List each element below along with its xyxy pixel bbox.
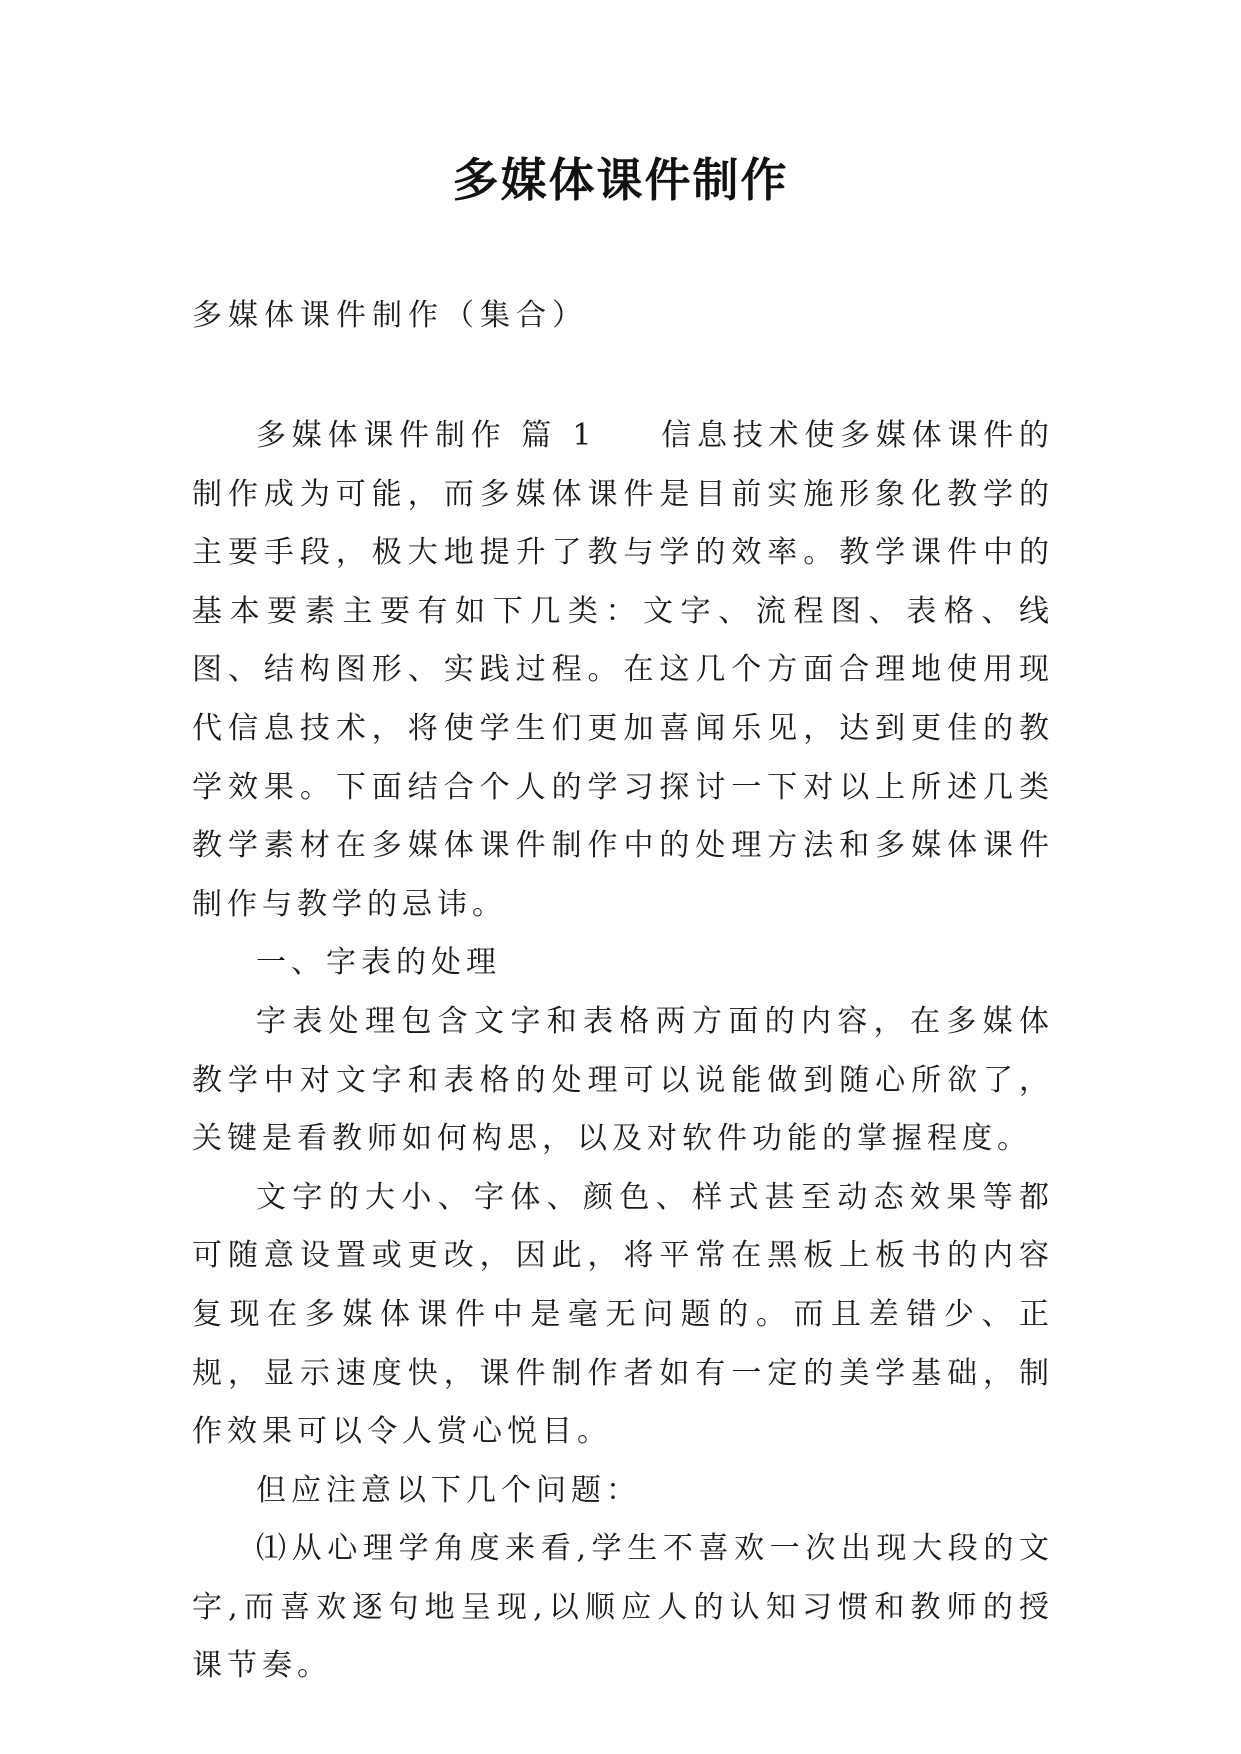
- paragraph: ⑴从心理学角度来看,学生不喜欢一次出现大段的文字,而喜欢逐句地呈现,以顺应人的认知习惯和教师的授课节奏。: [192, 1531, 1054, 1684]
- paragraph: 字表处理包含文字和表格两方面的内容，在多媒体教学中对文字和表格的处理可以说能做到随心所欲了，关键是看教师如何构思，以及对软件功能的掌握程度。: [192, 1003, 1054, 1157]
- section-title: 多媒体课件制作: [256, 418, 507, 453]
- document-title: 多媒体课件制作: [452, 153, 789, 207]
- section-heading: 一、字表的处理: [256, 945, 501, 981]
- section-label: 篇 1: [520, 418, 597, 453]
- paragraph: [192, 407, 1054, 934]
- paragraph-text: 信息技术使多媒体课件的制作成为可能，而多媒体课件是目前实施形象化教学的主要手段，极大地提升了教与学的效率。教学课件中的基本要素主要有如下几类：文字、流程图、表格、线图、结构图形、实践过程。在这几个方面合理地使用现代信息技术，将使学生们更加喜闻乐见，达到更佳的教学效果。下面结合个人的学习探讨一下对以上所述几类教学素材在多媒体课件制作中的处理方法和多媒体课件制作与教学的忌讳。: [192, 418, 1055, 922]
- document-body: [192, 407, 1054, 1696]
- document-subtitle: 多媒体课件制作（集合）: [192, 298, 588, 333]
- paragraph: 文字的大小、字体、颜色、样式甚至动态效果等都可随意设置或更改，因此，将平常在黑板上板书的内容复现在多媒体课件中是毫无问题的。而且差错少、正规，显示速度快，课件制作者如有一定的美学基础，制作效果可以令人赏心悦目。: [192, 1179, 1054, 1450]
- paragraph: 但应注意以下几个问题：: [256, 1472, 641, 1508]
